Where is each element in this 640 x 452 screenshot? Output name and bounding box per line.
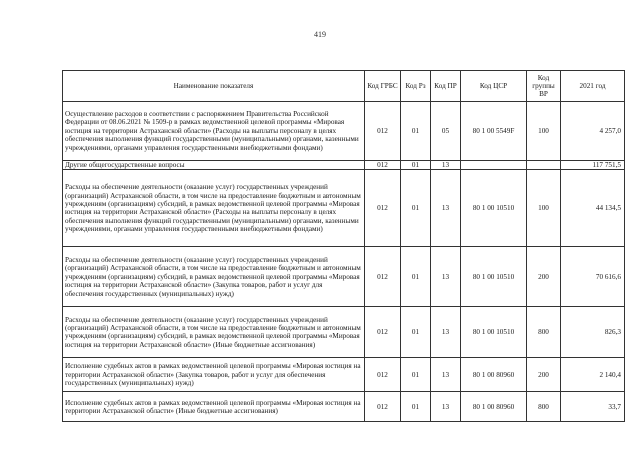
cell-csr xyxy=(461,161,527,170)
header-year: 2021 год xyxy=(561,71,625,102)
table-row xyxy=(63,392,625,422)
cell-name: Исполнение судебных актов в рамках ведомственной целевой программы «Мировая юстиция на территории Астраханской области» (Закупка товаров, работ и услуг для обеспечения государственных (муниципальных) нужд) xyxy=(63,358,365,392)
header-vr: Код группы ВР xyxy=(527,71,561,102)
cell-rz: 01 xyxy=(401,161,431,170)
cell-vr: 800 xyxy=(527,307,561,358)
cell-csr: 80 1 00 80960 xyxy=(461,392,527,422)
cell-pr: 13 xyxy=(431,307,461,358)
header-pr: Код ПР xyxy=(431,71,461,102)
header-rz: Код Рз xyxy=(401,71,431,102)
cell-grbs: 012 xyxy=(365,392,401,422)
cell-csr: 80 1 00 5549F xyxy=(461,102,527,161)
cell-pr: 13 xyxy=(431,392,461,422)
cell-grbs: 012 xyxy=(365,358,401,392)
cell-name: Расходы на обеспечение деятельности (оказание услуг) государственных учреждений (организаций) Астраханской области, в том числе на предоставление бюджетным и автономным учреждениям (организациям) субсидий, в рамках ведомственной целевой программы «Мировая юстиция на территории Астраханской области» (Закупка товаров, работ и услуг для обеспечения государственных (муниципальных) нужд) xyxy=(63,247,365,307)
cell-pr: 13 xyxy=(431,161,461,170)
cell-name: Расходы на обеспечение деятельности (оказание услуг) государственных учреждений (организаций) Астраханской области, в том числе на предоставление бюджетным и автономным учреждениям (организациям) субсидий, в рамках ведомственной целевой программы «Мировая юстиция на территории Астраханской области» (Иные бюджетные ассигнования) xyxy=(63,307,365,358)
cell-pr: 13 xyxy=(431,247,461,307)
cell-vr: 200 xyxy=(527,358,561,392)
cell-pr: 13 xyxy=(431,170,461,247)
table-row xyxy=(63,170,625,247)
cell-name: Осуществление расходов в соответствии с распоряжением Правительства Российской Федерации от 08.06.2021 № 1509-р в рамках ведомственной целевой программы «Мировая юстиция на территории Астраханской области» (Расходы на выплаты персоналу в целях обеспечения выполнения функций государственными (муниципальными) органами, казенными учреждениями, органами управления государственными внебюджетными фондами) xyxy=(63,102,365,161)
cell-grbs: 012 xyxy=(365,307,401,358)
cell-vr xyxy=(527,161,561,170)
cell-amount: 2 140,4 xyxy=(561,358,625,392)
table-header-row xyxy=(63,71,625,102)
cell-grbs: 012 xyxy=(365,161,401,170)
cell-grbs: 012 xyxy=(365,170,401,247)
cell-name: Исполнение судебных актов в рамках ведомственной целевой программы «Мировая юстиция на территории Астраханской области» (Иные бюджетные ассигнования) xyxy=(63,392,365,422)
table-row xyxy=(63,161,625,170)
cell-rz: 01 xyxy=(401,247,431,307)
cell-grbs: 012 xyxy=(365,102,401,161)
header-grbs: Код ГРБС xyxy=(365,71,401,102)
cell-grbs: 012 xyxy=(365,247,401,307)
cell-vr: 100 xyxy=(527,170,561,247)
cell-amount: 44 134,5 xyxy=(561,170,625,247)
cell-amount: 4 257,0 xyxy=(561,102,625,161)
cell-amount: 70 616,6 xyxy=(561,247,625,307)
cell-name: Расходы на обеспечение деятельности (оказание услуг) государственных учреждений (организаций) Астраханской области, в том числе на предоставление бюджетным и автономным учреждениям (организациям) субсидий, в рамках ведомственной целевой программы «Мировая юстиция на территории Астраханской области» (Расходы на выплаты персоналу в целях обеспечения выполнения функций государственными (муниципальными) органами, казенными учреждениями, органами управления государственными внебюджетными фондами) xyxy=(63,170,365,247)
header-csr: Код ЦСР xyxy=(461,71,527,102)
cell-vr: 800 xyxy=(527,392,561,422)
cell-rz: 01 xyxy=(401,307,431,358)
table-row xyxy=(63,307,625,358)
cell-pr: 05 xyxy=(431,102,461,161)
header-name: Наименование показателя xyxy=(63,71,365,102)
budget-table xyxy=(62,70,625,422)
cell-pr: 13 xyxy=(431,358,461,392)
cell-csr: 80 1 00 10510 xyxy=(461,247,527,307)
cell-csr: 80 1 00 10510 xyxy=(461,307,527,358)
cell-rz: 01 xyxy=(401,170,431,247)
cell-csr: 80 1 00 80960 xyxy=(461,358,527,392)
table-row xyxy=(63,247,625,307)
cell-rz: 01 xyxy=(401,392,431,422)
cell-amount: 117 751,5 xyxy=(561,161,625,170)
cell-name: Другие общегосударственные вопросы xyxy=(63,161,365,170)
table-row xyxy=(63,358,625,392)
cell-vr: 200 xyxy=(527,247,561,307)
page-number: 419 xyxy=(314,30,326,39)
cell-amount: 33,7 xyxy=(561,392,625,422)
cell-rz: 01 xyxy=(401,102,431,161)
cell-amount: 826,3 xyxy=(561,307,625,358)
cell-csr: 80 1 00 10510 xyxy=(461,170,527,247)
cell-vr: 100 xyxy=(527,102,561,161)
table-row xyxy=(63,102,625,161)
cell-rz: 01 xyxy=(401,358,431,392)
